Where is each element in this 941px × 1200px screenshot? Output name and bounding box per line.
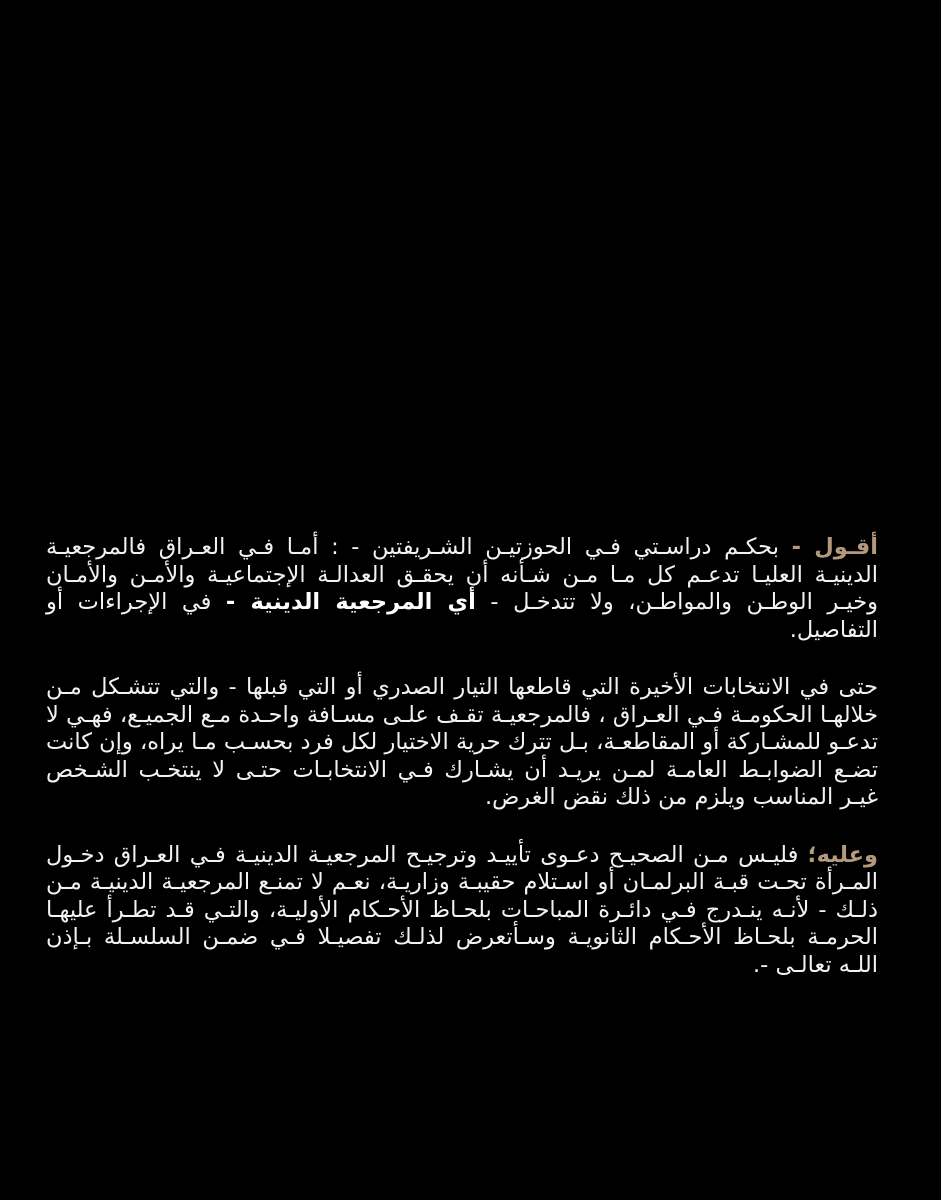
paragraph-2-text: حتى في الانتخابات الأخيرة التي قاطعها التيار الصدري أو التي قبلها - والتي تتشـكل مـن خلالهـا الحكومـة فـي العـراق ، فالمرجعيـة تقـف علـى مسـافة واحـدة مـع الجميـع، فهـي لا تدعـو للمشـاركة أو المقاطعـة، بـل تترك حرية الاختيار لكل فرد بحسـب مـا يراه، وإن كانت تضـع الضوابـط العامـة لمـن يريـد أن يشـارك فـي الانتخابـات حتـى لا ينتخـب الشـخص غيـر المناسب ويلزم من ذلك نقض الغرض.: [46, 674, 878, 810]
paragraph-1-emphasis: أي المرجعية الدينية -: [225, 589, 476, 615]
paragraph-3-lead: وعليه؛: [807, 841, 878, 868]
paragraph-2: [46, 674, 878, 812]
article-text: [46, 534, 878, 1009]
paragraph-1-lead: أقـول -: [791, 534, 878, 560]
paragraph-1-text-b: في الإجراءات أو التفاصيل.: [46, 589, 878, 643]
paragraph-1: [46, 534, 878, 644]
paragraph-3: [46, 842, 878, 980]
paragraph-1-text-a: بحكـم دراسـتي فـي الحوزتيـن الشـريفتين - : أمـا فـي العـراق فالمرجعيـة الدينيـة العليـا تدعـم كل مـا مـن شـأنه أن يحقـق العدالـة الإجتماعيـة والأمـن والأمـان وخيـر الوطـن والمواطـن، ولا تتدخـل -: [46, 534, 878, 615]
paragraph-3-text: فليـس مـن الصحيـح دعـوى تأييـد وترجيـح المرجعيـة الدينيـة فـي العـراق دخـول المـرأة تحـت قبـة البرلمـان أو اسـتلام حقيبـة وزاريـة، نعـم لا تمنـع المرجعيـة الدينيـة مـن ذلـك - لأنـه ينـدرج فـي دائـرة المباحـات بلحـاظ الأحـكام الأوليـة، والتـي قـد تطـرأ عليهـا الحرمـة بلحـاظ الأحـكام الثانويـة وسـأتعرض لذلـك تفصيـلا فـي ضمـن السلسـلة بـإذن اللـه تعالـى -.: [46, 841, 878, 978]
